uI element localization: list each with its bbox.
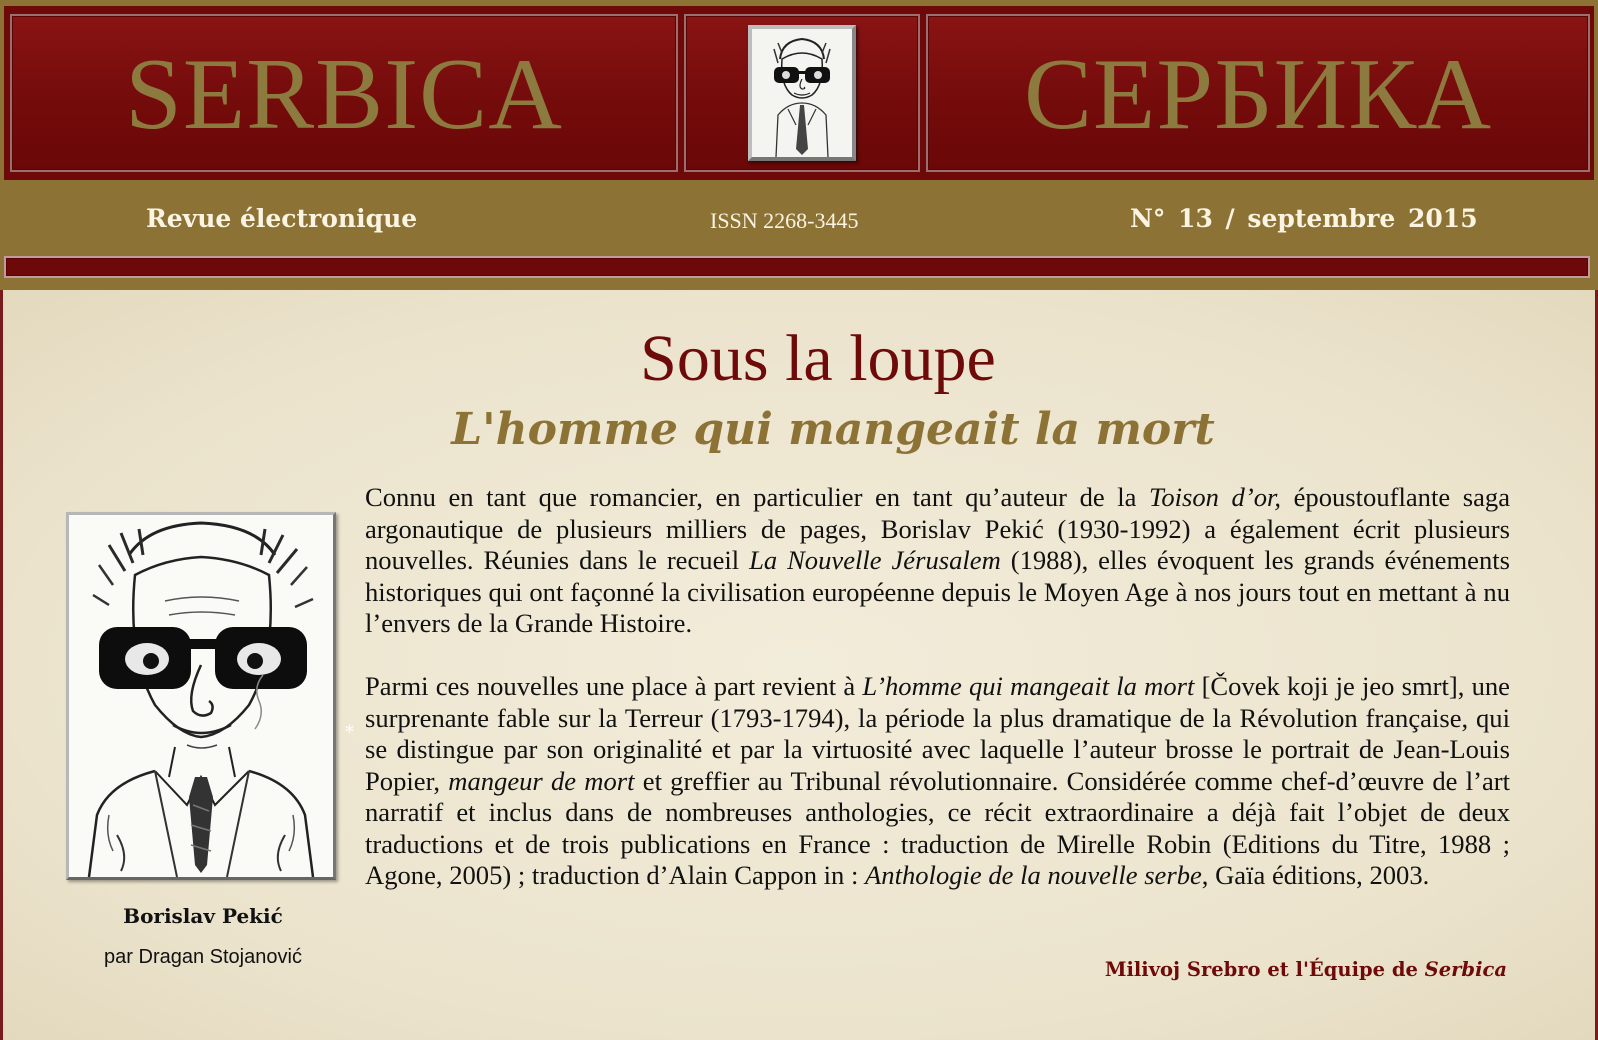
article-background <box>3 290 1595 1040</box>
p2-italic-title-1: L’homme qui mangeait la mort <box>862 671 1195 701</box>
issn-label: ISSN 2268-3445 <box>710 208 859 233</box>
masthead-portrait-logo[interactable] <box>748 25 856 161</box>
signature-journal-name: Serbica <box>1424 958 1507 981</box>
masthead-cyrillic-panel <box>926 14 1590 172</box>
p2-text-2: [Čovek koji je jeo smrt], une surprenante fable sur la Terreur (1793-1794), la période la plus dramatique de la Révolution française, qui se distingue par son originalité et par la virtuosité avec laquelle l’auteur brosse le portrait de Jean-Louis Popier, <box>365 671 1510 796</box>
p2-text-1: Parmi ces nouvelles une place à part revient à <box>365 671 863 701</box>
masthead-band <box>4 6 1594 180</box>
author-portrait <box>66 512 336 880</box>
p2-italic-phrase: mangeur de mort <box>448 765 635 796</box>
section-title: Sous la loupe <box>640 322 996 395</box>
p2-text-3: et greffier au Tribunal révolutionnaire. Considérée comme chef-d’œuvre de l’art narratif et inclus dans de nombreuses anthologies, ce récit extraordinaire a déjà fait l’objet de deux traductions et de trois publications en France : traduction de Mirelle Robin (Editions du Titre, 1988 ; Agone, 2005) ; traduction d’Alain Cappon in : <box>365 765 1510 890</box>
author-caricature-icon <box>69 515 333 877</box>
p2-text-4: , Gaïa éditions, 2003. <box>1201 860 1430 890</box>
signature-text: Milivoj Srebro et l'Équipe de <box>1104 958 1425 981</box>
revue-label: Revue électronique <box>146 204 418 233</box>
article-paragraph-1 <box>365 482 1510 640</box>
article-content <box>0 290 1598 1040</box>
p1-italic-title-1: Toison d’or, <box>1149 482 1282 512</box>
issue-label: N° 13 / septembre 2015 <box>1130 204 1478 233</box>
article-body <box>365 482 1510 923</box>
masthead-portrait-panel <box>684 14 920 172</box>
article-paragraph-2 <box>365 671 1510 892</box>
p1-italic-title-2: La Nouvelle Jérusalem <box>749 545 1001 575</box>
caricature-icon <box>752 29 852 157</box>
masthead-latin-panel <box>10 14 678 172</box>
article-subtitle: L'homme qui mangeait la mort <box>451 404 1215 455</box>
article-signature <box>1105 958 1507 981</box>
p1-text-1: Connu en tant que romancier, en particulier en tant qu’auteur de la <box>365 482 1149 512</box>
p1-text-2: époustouflante saga argonautique de plusieurs milliers de pages, Borislav Pekić (1930-1992) a également écrit plusieurs nouvelles. Réunies dans le recueil <box>365 482 1510 575</box>
decorative-star-icon: * <box>345 722 354 743</box>
header-divider-bar <box>4 256 1590 278</box>
portrait-caption-artist: par Dragan Stojanović <box>104 946 302 968</box>
p2-italic-title-2: Anthologie de la nouvelle serbe <box>865 860 1202 890</box>
masthead-title-cyrillic: СЕРБИКА <box>1024 38 1492 151</box>
portrait-caption-name: Borislav Pekić <box>123 904 283 928</box>
masthead-title-latin: SERBICA <box>125 38 563 151</box>
site-header <box>0 0 1598 290</box>
p1-text-3: (1988), elles évoquent les grands événements historiques qui ont façonné la civilisation européenne depuis le Moyen Age à nos jours tout en mettant à nu l’envers de la Grande Histoire. <box>365 545 1510 638</box>
header-info-row <box>0 196 1598 240</box>
